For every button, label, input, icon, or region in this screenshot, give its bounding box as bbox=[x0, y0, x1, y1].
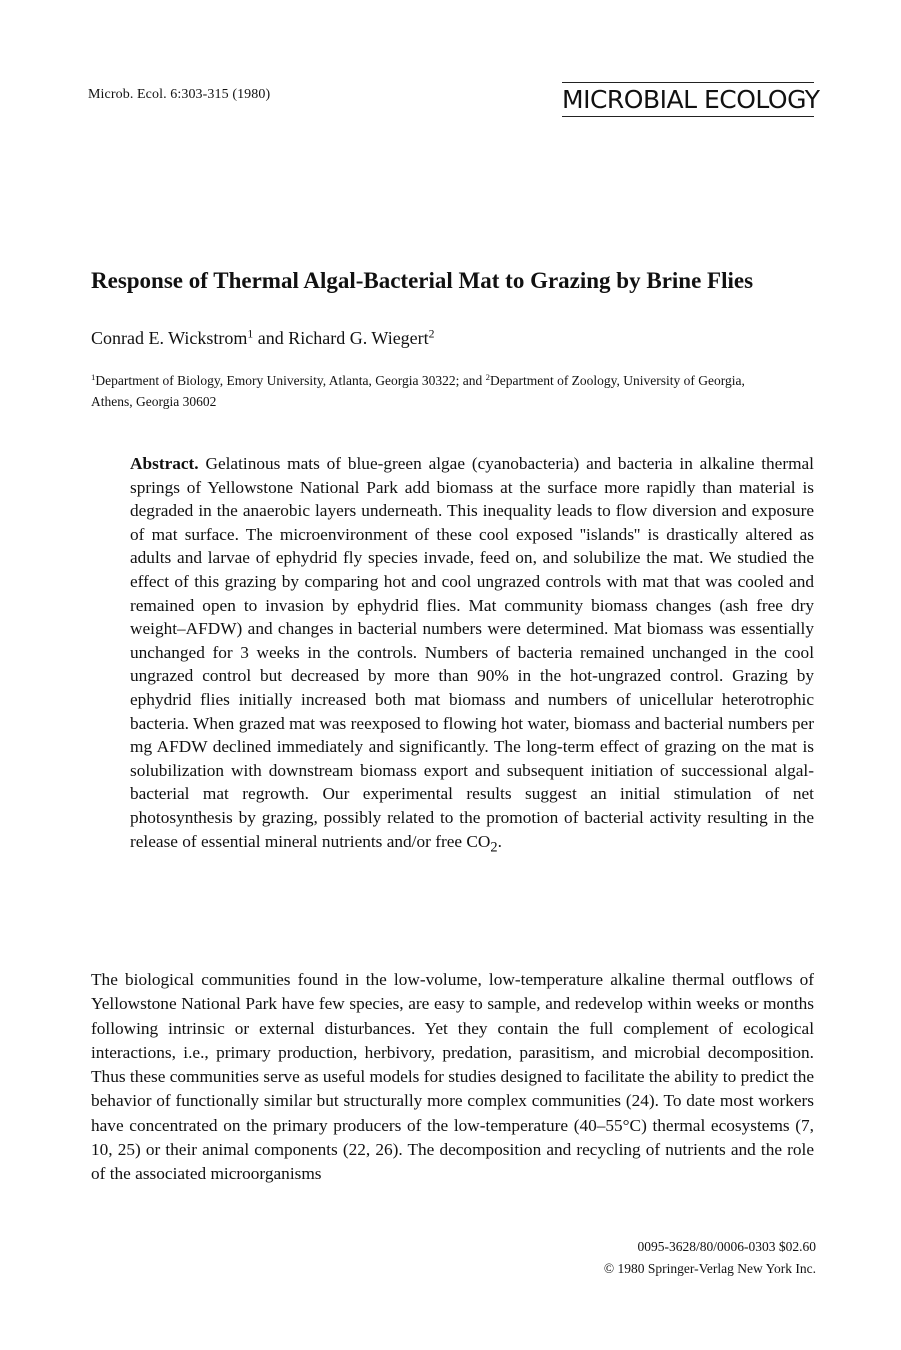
journal-logo: MICROBIAL ECOLOGY bbox=[562, 82, 814, 117]
affiliation-text: Department of Biology, Emory University, Atlanta, Georgia 30322; and bbox=[95, 373, 486, 388]
author-joiner: and bbox=[253, 328, 289, 348]
abstract-label: Abstract. bbox=[130, 454, 199, 473]
abstract-text: Gelatinous mats of blue-green algae (cyanobacteria) and bacteria in alkaline thermal springs of Yellowstone National Park add biomass at the surface more rapidly than material is degraded in the anaerobic layers underneath. This inequality leads to flow diversion and exposure of mat surface. The microenvironment of these cool exposed ''islands'' is drastically altered as adults and larvae of ephydrid fly species invade, feed on, and solubilize the mat. We studied the effect of this grazing by comparing hot and cool ungrazed controls with mat that was cooled and remained open to invasion by ephydrid flies. Mat community biomass changes (ash free dry weight–AFDW) and changes in bacterial numbers were determined. Mat biomass was essentially unchanged for 3 weeks in the controls. Numbers of bacteria remained unchanged in the cool ungrazed control but decreased by more than 90% in the hot-ungrazed control. Grazing by ephydrid flies initially increased both mat biomass and numbers of unicellular heterotrophic bacteria. When grazed mat was reexposed to flowing hot water, biomass and bacterial numbers per mg AFDW declined immediately and significantly. The long-term effect of grazing on the mat is solubilization with downstream biomass export and subsequent initiation of successional algal-bacterial mat regrowth. Our experimental results suggest an initial stimulation of net photosynthesis by grazing, possibly related to the promotion of bacterial activity resulting in the release of essential mineral nutrients and/or free bbox=[130, 454, 814, 851]
affiliation-mark: 2 bbox=[485, 372, 490, 383]
formula-base: CO bbox=[466, 831, 491, 851]
journal-citation: Microb. Ecol. 6:303-315 (1980) bbox=[88, 87, 271, 102]
author-name: Richard G. Wiegert bbox=[288, 328, 429, 348]
author-name: Conrad E. Wickstrom bbox=[91, 328, 248, 348]
formula-subscript: 2 bbox=[490, 838, 498, 855]
affiliation-mark: 1 bbox=[91, 372, 96, 383]
article-title: Response of Thermal Algal-Bacterial Mat to Grazing by Brine Flies bbox=[91, 268, 754, 293]
footer bbox=[604, 1236, 816, 1280]
abstract-end: . bbox=[497, 831, 502, 851]
author-affiliation-mark: 1 bbox=[247, 327, 254, 341]
copyright-notice: © 1980 Springer-Verlag New York Inc. bbox=[603, 1261, 816, 1276]
author-affiliation-mark: 2 bbox=[428, 327, 435, 341]
body-paragraph: The biological communities found in the low-volume, low-temperature alkaline thermal outflows of Yellowstone National Park have few species, are easy to sample, and redevelop within weeks or months following intrinsic or external disturbances. Yet they contain the full complement of ecological interactions, i.e., primary production, herbivory, predation, parasitism, and microbial decomposition. Thus these communities serve as useful models for studies designed to facilitate the ability to predict the behavior of functionally similar but structurally more complex communities (24). To date most workers have concentrated on the primary producers of the low-temperature (40–55°C) thermal ecosystems (7, 10, 25) or their animal components (22, 26). The decomposition and recycling of nutrients and the role of the associated microorganisms bbox=[91, 970, 814, 1184]
issn-price-code: 0095-3628/80/0006-0303 $02.60 bbox=[637, 1239, 816, 1254]
affiliation-text: Department of Zoology, University of Georgia, Athens, Georgia 30602 bbox=[91, 373, 745, 409]
author-list bbox=[91, 328, 435, 349]
abstract bbox=[130, 452, 814, 860]
affiliations bbox=[91, 370, 771, 412]
